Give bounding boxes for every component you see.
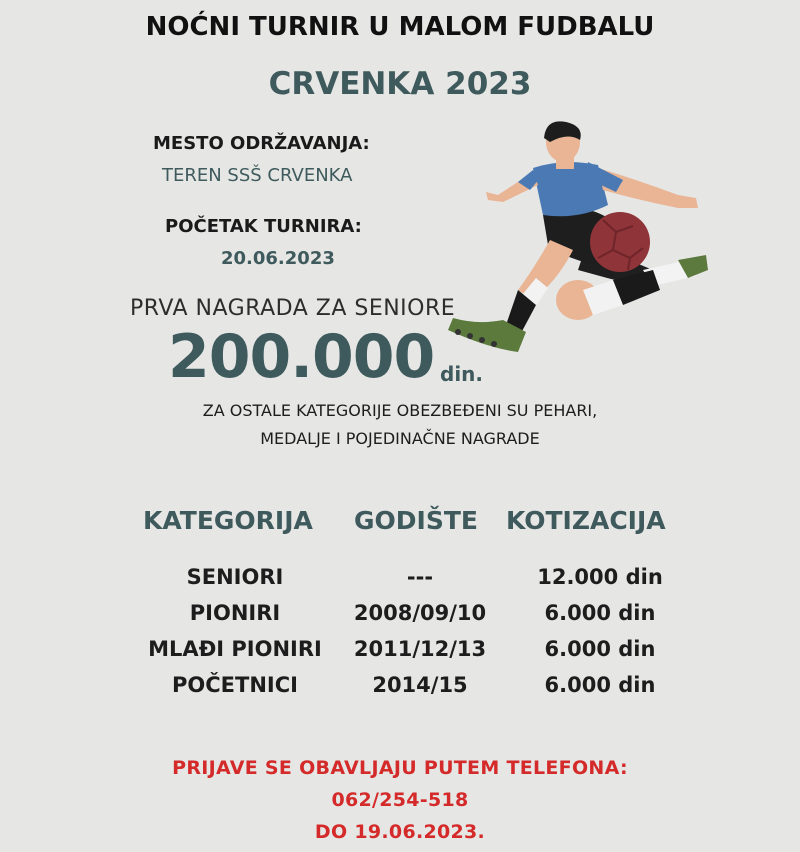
header-category: KATEGORIJA <box>143 506 313 535</box>
registration-deadline: DO 19.06.2023. <box>314 821 486 843</box>
prize-amount: 200.000 <box>168 322 435 392</box>
poster-title: NOĆNI TURNIR U MALOM FUDBALU <box>145 12 655 42</box>
row-category: POČETNICI <box>172 673 298 697</box>
header-birth-year: GODIŠTE <box>354 506 478 535</box>
registration-phone: 062/254-518 <box>331 789 469 811</box>
prize-note-line1: ZA OSTALE KATEGORIJE OBEZBEĐENI SU PEHARI, <box>202 401 598 420</box>
venue-label: MESTO ODRŽAVANJA: <box>153 133 370 154</box>
row-category: SENIORI <box>186 565 284 589</box>
row-category: MLAĐI PIONIRI <box>148 637 322 661</box>
row-birth-year: --- <box>406 565 434 589</box>
row-birth-year: 2014/15 <box>372 673 468 697</box>
row-fee: 6.000 din <box>544 601 656 625</box>
prize-note-line2: MEDALJE I POJEDINAČNE NAGRADE <box>260 429 540 448</box>
start-date: 20.06.2023 <box>221 248 335 269</box>
row-birth-year: 2008/09/10 <box>353 601 487 625</box>
football-player-illustration <box>438 120 708 370</box>
row-category: PIONIRI <box>189 601 281 625</box>
prize-currency: din. <box>440 362 484 386</box>
row-fee: 6.000 din <box>544 637 656 661</box>
venue-value: TEREN SSŠ CRVENKA <box>162 165 353 186</box>
start-label: POČETAK TURNIRA: <box>165 216 362 237</box>
row-fee: 12.000 din <box>537 565 663 589</box>
poster-subtitle: CRVENKA 2023 <box>268 66 532 102</box>
row-birth-year: 2011/12/13 <box>353 637 487 661</box>
row-fee: 6.000 din <box>544 673 656 697</box>
prize-label: PRVA NAGRADA ZA SENIORE <box>130 296 456 321</box>
registration-info: PRIJAVE SE OBAVLJAJU PUTEM TELEFONA: <box>172 757 628 779</box>
header-fee: KOTIZACIJA <box>506 506 666 535</box>
